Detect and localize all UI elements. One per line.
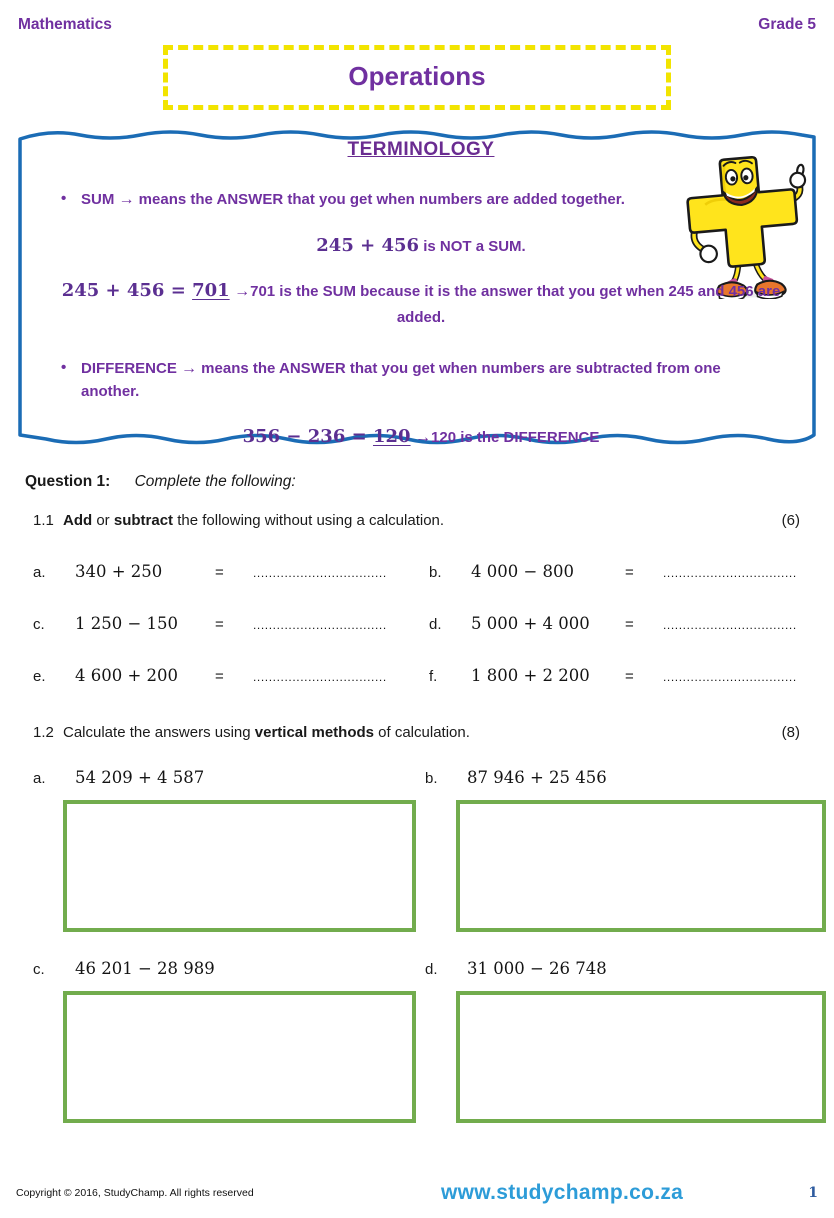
equals-sign: = bbox=[215, 564, 224, 581]
answer-line: .................................. bbox=[253, 618, 387, 632]
question-1-label: Question 1: bbox=[25, 473, 111, 490]
vertical-item-d bbox=[425, 959, 826, 1123]
question-1-2-text: Calculate the answers using vertical methods of calculation. bbox=[63, 724, 470, 741]
calc-row-ef bbox=[25, 666, 816, 685]
answer-line: .................................. bbox=[663, 618, 797, 632]
item-expression: 46 201 − 28 989 bbox=[75, 959, 215, 978]
item-expression: 340 + 250 bbox=[75, 562, 163, 581]
question-1-2-number: 1.2 bbox=[33, 724, 54, 741]
not-sum-expression: 245 + 456 bbox=[316, 235, 420, 256]
vertical-item-a bbox=[33, 768, 425, 932]
item-label: c. bbox=[33, 616, 45, 633]
vertical-calc-row-cd bbox=[25, 959, 816, 1123]
item-expression: 4 000 − 800 bbox=[471, 562, 575, 581]
item-label: e. bbox=[33, 668, 46, 685]
grade-label: Grade 5 bbox=[758, 16, 816, 33]
calc-row-cd bbox=[25, 614, 816, 633]
answer-line: .................................. bbox=[663, 670, 797, 684]
sum-definition-text: SUM → means the ANSWER that you get when numbers are added together. bbox=[81, 191, 625, 208]
page-title: Operations bbox=[348, 61, 486, 91]
right-arrow-icon: → bbox=[118, 191, 135, 208]
answer-line: .................................. bbox=[663, 566, 797, 580]
question-1-instruction: Complete the following: bbox=[134, 473, 296, 490]
item-label: f. bbox=[429, 668, 438, 685]
equals-sign: = bbox=[625, 564, 634, 581]
sum-definition bbox=[54, 188, 788, 212]
answer-box-a bbox=[63, 800, 416, 932]
subject-label: Mathematics bbox=[18, 16, 112, 33]
copyright-text: Copyright © 2016, StudyChamp. All rights reserved bbox=[16, 1187, 254, 1199]
terminology-box bbox=[16, 125, 818, 450]
long-arrow-icon: → bbox=[229, 283, 251, 300]
question-1-1-marks: (6) bbox=[781, 512, 800, 529]
vertical-calc-row-ab bbox=[25, 768, 816, 932]
item-label: b. bbox=[425, 770, 438, 787]
calc-row-ab bbox=[25, 562, 816, 581]
page-header bbox=[0, 0, 834, 34]
difference-definition bbox=[54, 357, 788, 404]
answer-box-c bbox=[63, 991, 416, 1123]
question-1-section bbox=[0, 473, 834, 1123]
item-label: a. bbox=[33, 770, 46, 787]
item-expression: 1 800 + 2 200 bbox=[471, 666, 590, 685]
not-a-sum-line: 245 + 456 is NOT a SUM. bbox=[316, 235, 526, 256]
item-expression: 1 250 − 150 bbox=[75, 614, 179, 633]
item-expression: 4 600 + 200 bbox=[75, 666, 179, 685]
answer-box-d bbox=[456, 991, 826, 1123]
title-box bbox=[163, 45, 671, 110]
item-expression: 54 209 + 4 587 bbox=[75, 768, 205, 787]
difference-example-expression: 356 − 236 = bbox=[242, 426, 373, 448]
sum-example-line: 245 + 456 = 701 →701 is the SUM because it is the answer that you get when 245 and 456 are added. bbox=[61, 280, 781, 326]
right-arrow-icon: → bbox=[181, 359, 198, 377]
terminology-content bbox=[16, 125, 818, 450]
difference-definition-text: DIFFERENCE → means the ANSWER that you get when numbers are subtracted from one another. bbox=[81, 359, 721, 400]
question-1-1-text: Add or subtract the following without using a calculation. bbox=[63, 512, 445, 529]
item-label: d. bbox=[425, 961, 438, 978]
long-arrow-icon: → bbox=[410, 429, 432, 447]
difference-example-line: 356 − 236 = 120 →120 is the DIFFERENCE bbox=[242, 426, 600, 448]
question-1-2 bbox=[25, 724, 816, 741]
answer-box-b bbox=[456, 800, 826, 932]
answer-line: .................................. bbox=[253, 670, 387, 684]
equals-sign: = bbox=[215, 616, 224, 633]
sum-example-answer: 701 bbox=[192, 280, 230, 301]
question-1-1-number: 1.1 bbox=[33, 512, 54, 529]
bullet-icon: • bbox=[61, 190, 67, 207]
difference-example-answer: 120 bbox=[372, 426, 411, 448]
item-label: d. bbox=[429, 616, 442, 633]
vertical-item-b bbox=[425, 768, 826, 932]
equals-sign: = bbox=[625, 616, 634, 633]
item-label: a. bbox=[33, 564, 46, 581]
equals-sign: = bbox=[625, 668, 634, 685]
question-1-header bbox=[25, 473, 816, 491]
bullet-icon: • bbox=[61, 358, 67, 376]
item-label: b. bbox=[429, 564, 442, 581]
page-footer bbox=[0, 1166, 834, 1218]
item-label: c. bbox=[33, 961, 45, 978]
equals-sign: = bbox=[215, 668, 224, 685]
item-expression: 5 000 + 4 000 bbox=[471, 614, 590, 633]
answer-line: .................................. bbox=[253, 566, 387, 580]
item-expression: 31 000 − 26 748 bbox=[467, 959, 607, 978]
terminology-heading: TERMINOLOGY bbox=[347, 139, 495, 160]
sum-example-expression: 245 + 456 = bbox=[61, 280, 193, 301]
page-number: 1 bbox=[808, 1185, 818, 1201]
website-link[interactable]: www.studychamp.co.za bbox=[441, 1181, 684, 1204]
question-1-1 bbox=[25, 512, 816, 529]
item-expression: 87 946 + 25 456 bbox=[467, 768, 607, 787]
question-1-2-marks: (8) bbox=[781, 724, 800, 741]
vertical-item-c bbox=[33, 959, 425, 1123]
